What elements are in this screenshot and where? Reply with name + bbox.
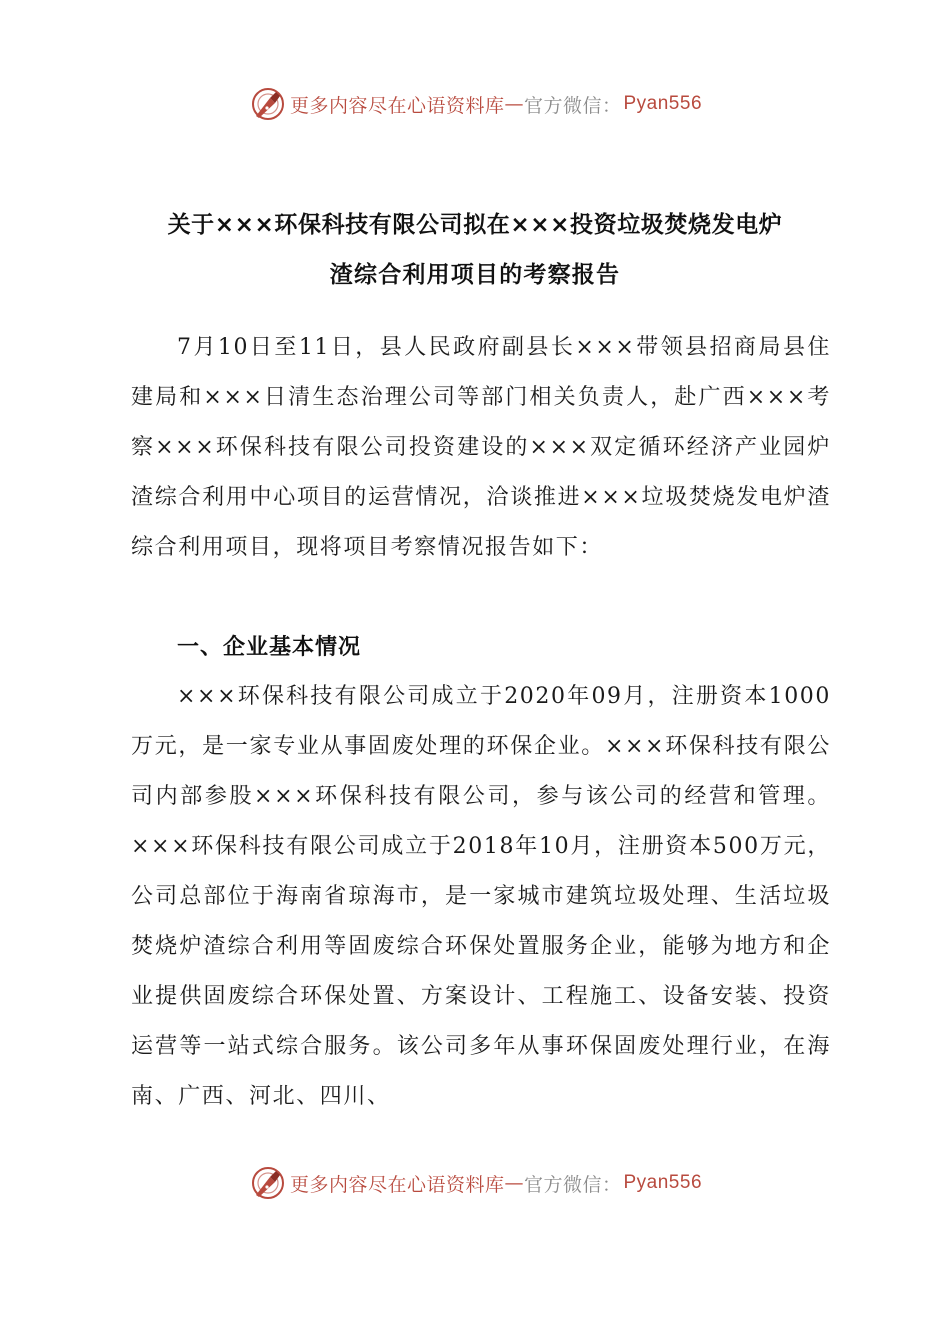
header-watermark-banner xyxy=(0,84,950,124)
intro-paragraph: 7月10日至11日，县人民政府副县长×××带领县招商局县住建局和×××日清生态治理公司等部门相关负责人，赴广西×××考察×××环保科技有限公司投资建设的×××双定循环经济产业园炉渣综合利用中心项目的运营情况，洽谈推进×××垃圾焚烧发电炉渣综合利用项目，现将项目考察情况报告如下： xyxy=(131,335,831,560)
banner-wechat-label: 官方微信： xyxy=(523,94,622,117)
pen-nib-logo-icon xyxy=(248,1163,288,1203)
banner-wechat-label: 官方微信： xyxy=(523,1173,622,1196)
banner-wechat-id: Pyan556 xyxy=(623,93,703,114)
document-title-line-2: 渣综合利用项目的考察报告 xyxy=(329,262,621,288)
section-1-paragraph: ×××环保科技有限公司成立于2020年09月，注册资本1000万元，是一家专业从事固废处理的环保企业。×××环保科技有限公司内部参股×××环保科技有限公司，参与该公司的经营和管理。×××环保科技有限公司成立于2018年10月，注册资本500万元，公司总部位于海南省琼海市，是一家城市建筑垃圾处理、生活垃圾焚烧炉渣综合利用等固废综合环保处置服务企业，能够为地方和企业提供固废综合环保处置、方案设计、工程施工、设备安装、投资运营等一站式综合服务。该公司多年从事环保固废处理行业，在海南、广西、河北、四川、 xyxy=(131,684,831,1109)
banner-dash: — xyxy=(504,1172,524,1194)
pen-nib-logo-icon xyxy=(248,84,288,124)
banner-main-text: 更多内容尽在心语资料库 xyxy=(289,1173,505,1196)
section-1-heading: 一、企业基本情况 xyxy=(177,635,362,660)
banner-wechat-id: Pyan556 xyxy=(623,1172,703,1193)
banner-dash: — xyxy=(504,93,524,115)
footer-watermark-banner xyxy=(0,1163,950,1203)
document-title-line-1: 关于×××环保科技有限公司拟在×××投资垃圾焚烧发电炉 xyxy=(167,212,783,238)
banner-main-text: 更多内容尽在心语资料库 xyxy=(289,94,505,117)
